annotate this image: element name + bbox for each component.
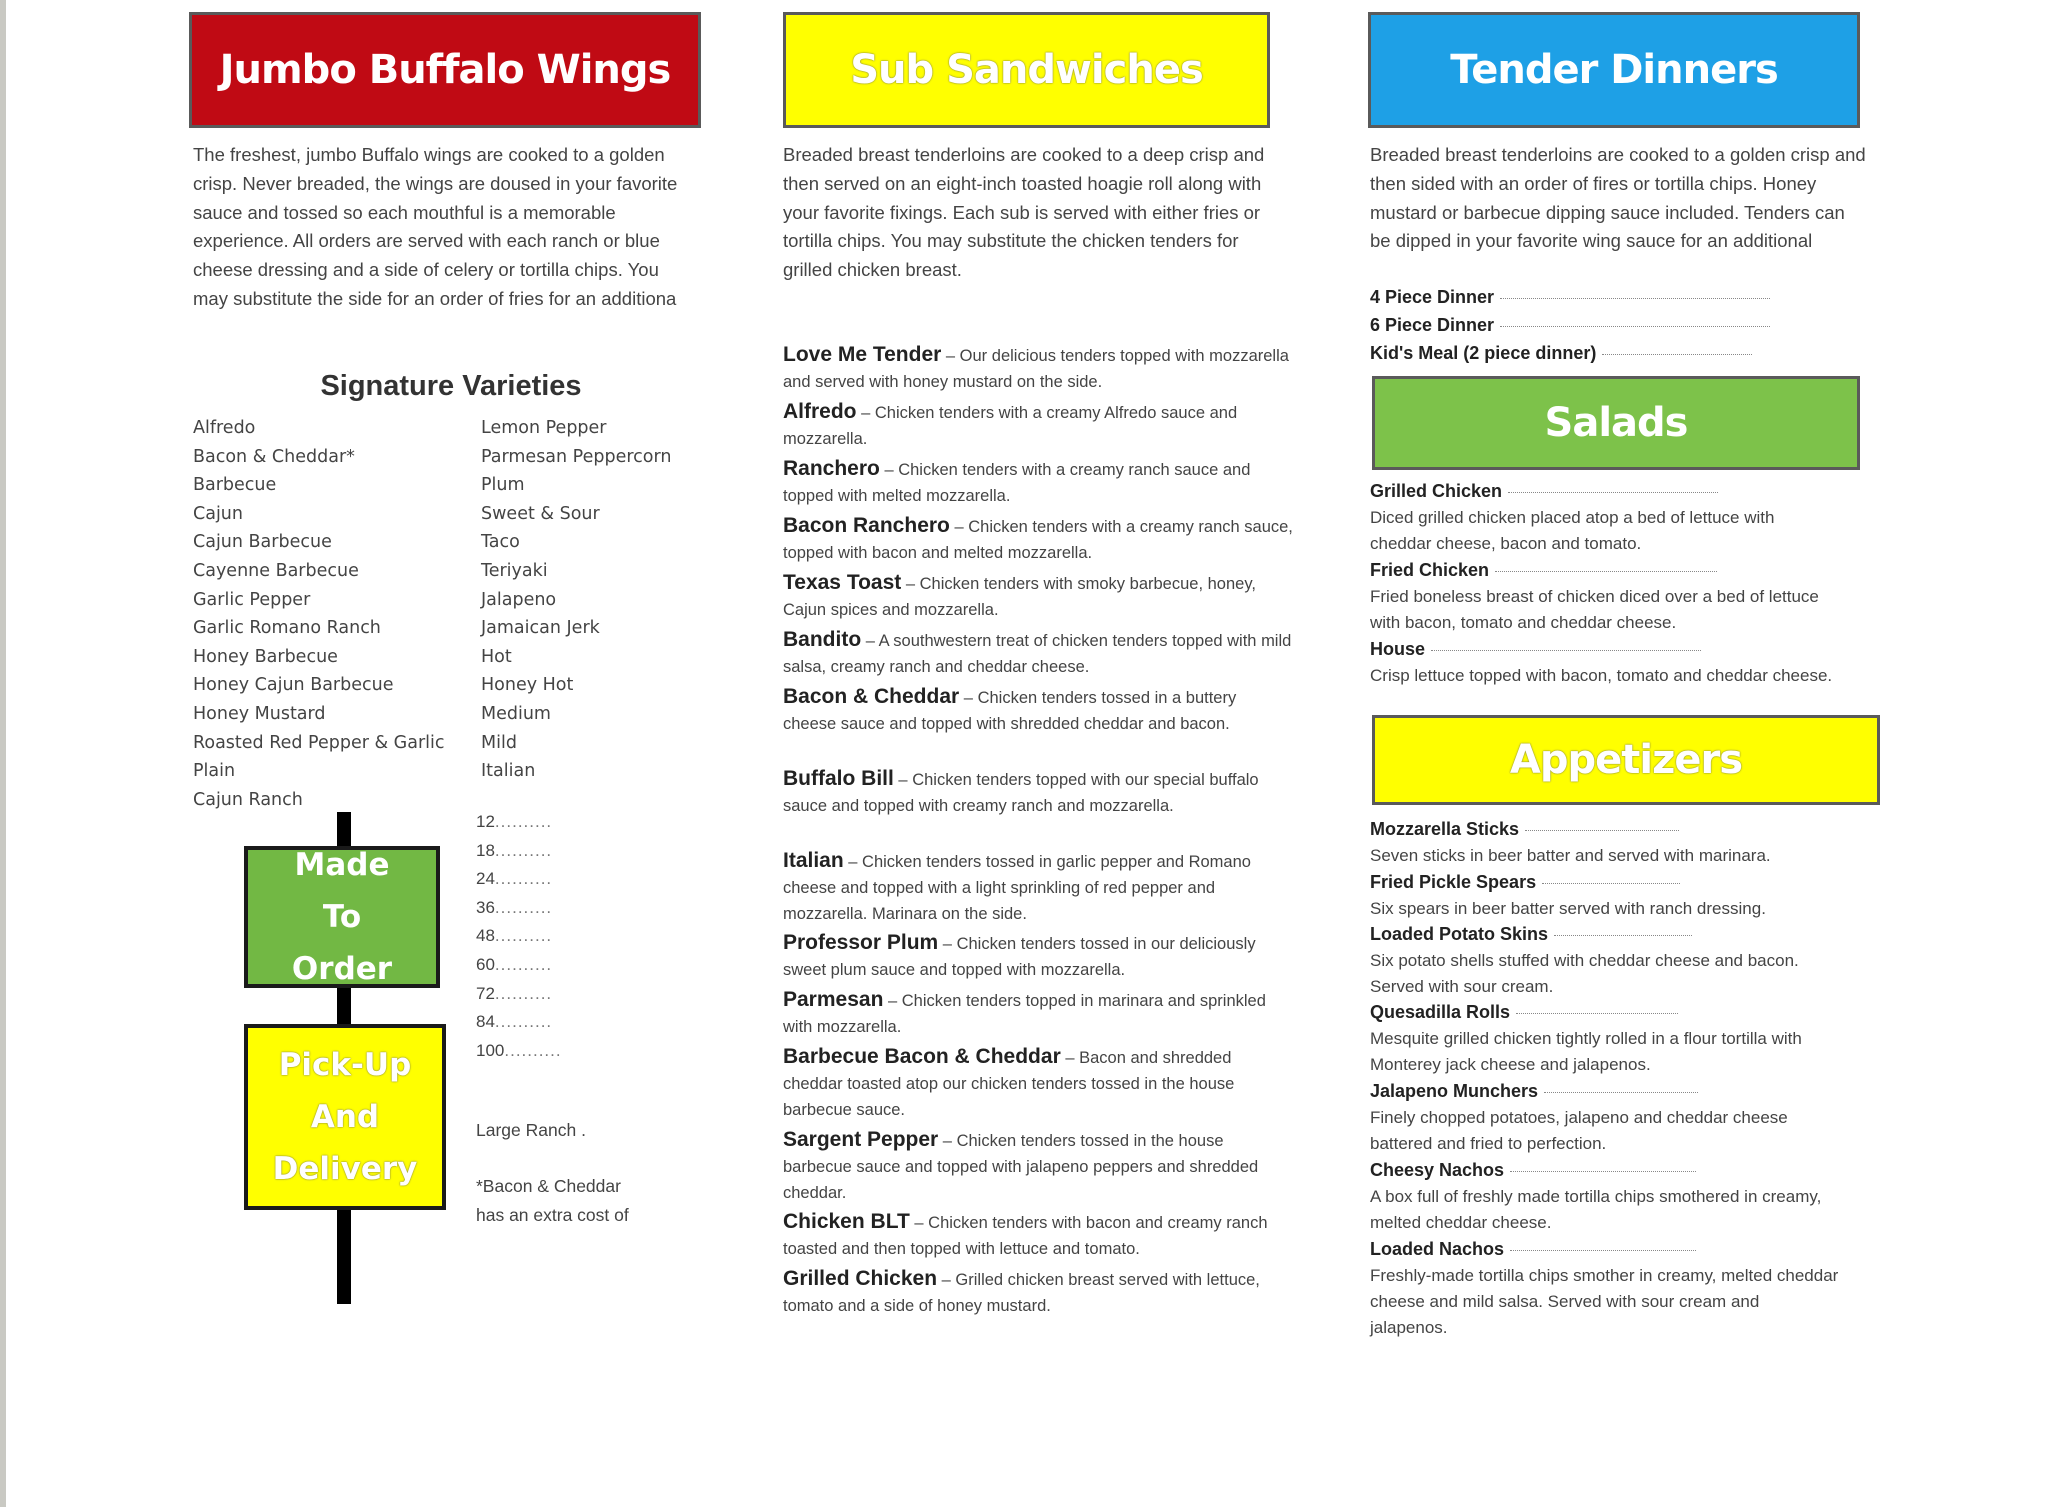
- dot-leader: ..........: [494, 812, 553, 831]
- sub-item-separator: –: [909, 1214, 929, 1232]
- variety-item: Jamaican Jerk: [481, 618, 600, 639]
- salad-item-header: [1370, 557, 1840, 584]
- made-to-order-sign: [244, 846, 440, 988]
- sub-item-name: Professor Plum: [783, 931, 939, 954]
- sub-item-description: Chicken tenders with a creamy ranch sauce and topped with melted mozzarella.: [783, 461, 1251, 505]
- variety-item: Honey Cajun Barbecue: [193, 675, 394, 696]
- salad-item: [1370, 636, 1840, 689]
- pickup-delivery-line-3: Delivery: [272, 1151, 418, 1187]
- appetizer-item: [1370, 1078, 1840, 1157]
- sub-item-name: Barbecue Bacon & Cheddar: [783, 1045, 1061, 1068]
- variety-item: Italian: [481, 761, 536, 782]
- sub-item-name: Love Me Tender: [783, 343, 942, 366]
- appetizer-item-header: [1370, 1236, 1840, 1263]
- sub-item-name: Parmesan: [783, 988, 884, 1011]
- dot-leader: [1431, 650, 1701, 651]
- variety-item: Parmesan Peppercorn: [481, 446, 672, 467]
- sub-item: [783, 766, 1293, 819]
- variety-item: Roasted Red Pepper & Garlic: [193, 732, 445, 753]
- sub-item: [783, 930, 1293, 983]
- sub-item-description: Our delicious tenders topped with mozzarella and served with honey mustard on the side.: [783, 347, 1289, 391]
- sub-item-description: Bacon and shredded cheddar toasted atop our chicken tenders tossed in the house barbecue sauce.: [783, 1049, 1235, 1119]
- tenders-title: Tender Dinners: [1450, 47, 1778, 93]
- appetizer-item-header: [1370, 816, 1840, 843]
- wing-count: 12: [476, 812, 495, 831]
- sign-pole-middle: [337, 988, 351, 1024]
- dot-leader: [1602, 354, 1752, 355]
- variety-item: Garlic Romano Ranch: [193, 618, 381, 639]
- dot-leader: [1510, 1171, 1696, 1172]
- dot-leader: [1516, 1013, 1678, 1014]
- variety-item: Hot: [481, 646, 512, 667]
- dot-leader: [1500, 326, 1770, 327]
- variety-item: Cayenne Barbecue: [193, 560, 359, 581]
- sub-item-description: Chicken tenders with a creamy ranch sauce, topped with bacon and melted mozzarella.: [783, 518, 1293, 562]
- sub-item-separator: –: [901, 575, 920, 593]
- bacon-cheddar-footnote-1: *Bacon & Cheddar: [476, 1176, 621, 1196]
- dot-leader: [1542, 883, 1680, 884]
- sub-item: [783, 627, 1293, 680]
- appetizer-item: [1370, 1157, 1840, 1236]
- wing-count-row: [476, 894, 596, 923]
- sub-item-description: Chicken tenders with bacon and creamy ranch toasted and then topped with lettuce and tomato.: [783, 1214, 1268, 1258]
- appetizer-item: [1370, 869, 1840, 922]
- varieties-list-right: [481, 414, 721, 786]
- sign-pole-bottom: [337, 1210, 351, 1304]
- sub-item: [783, 1209, 1293, 1262]
- sub-item: [783, 342, 1293, 395]
- sub-item-name: Italian: [783, 849, 844, 872]
- dot-leader: [1544, 1092, 1698, 1093]
- tender-option: [1370, 340, 1840, 367]
- appetizer-item: [1370, 1236, 1840, 1341]
- sub-item-description: Chicken tenders tossed in the house barbecue sauce and topped with jalapeno peppers and shredded cheddar.: [783, 1132, 1259, 1202]
- wing-count-row: [476, 837, 596, 866]
- tender-option: [1370, 284, 1840, 311]
- wing-count-list: [476, 808, 596, 1065]
- wing-count: 100: [476, 1040, 505, 1060]
- sub-item-name: Chicken BLT: [783, 1210, 910, 1233]
- appetizer-item-header: [1370, 869, 1840, 896]
- variety-item: Honey Hot: [481, 675, 574, 696]
- variety-item: Plain: [193, 761, 236, 782]
- dot-leader: ..........: [504, 1040, 562, 1060]
- appetizer-item-name: Fried Pickle Spears: [1370, 872, 1537, 892]
- bacon-cheddar-footnote-2: has an extra cost of: [476, 1205, 629, 1225]
- sub-item-separator: –: [941, 347, 960, 365]
- variety-item: Mild: [481, 732, 517, 753]
- wings-title: Jumbo Buffalo Wings: [219, 47, 671, 93]
- dot-leader: ..........: [494, 954, 553, 974]
- salad-item-description: Crisp lettuce topped with bacon, tomato and cheddar cheese.: [1370, 666, 1833, 685]
- variety-item: Garlic Pepper: [193, 589, 311, 610]
- pickup-delivery-line-1: Pick-Up: [278, 1047, 412, 1083]
- sub-item-separator: –: [938, 935, 957, 953]
- dot-leader: ..........: [494, 926, 553, 946]
- appetizer-item: [1370, 921, 1840, 1000]
- sub-item: [783, 848, 1293, 927]
- appetizer-item-description: Mesquite grilled chicken tightly rolled in a flour tortilla with Monterey jack cheese and jalapenos.: [1370, 1029, 1802, 1074]
- appetizer-item-description: Seven sticks in beer batter and served with marinara.: [1370, 846, 1771, 865]
- appetizer-item-description: Six spears in beer batter served with ranch dressing.: [1370, 899, 1766, 918]
- dot-leader: [1554, 935, 1692, 936]
- menu-page: [6, 0, 2048, 1507]
- sub-item: [783, 570, 1293, 623]
- sub-item: [783, 1266, 1293, 1319]
- variety-item: Honey Barbecue: [193, 646, 338, 667]
- dot-leader: [1500, 298, 1770, 299]
- dot-leader: [1495, 571, 1717, 572]
- wing-count-row: [476, 1037, 596, 1066]
- made-to-order-line-3: Order: [291, 951, 393, 987]
- sub-item: [783, 513, 1293, 566]
- subs-banner: [783, 12, 1270, 128]
- appetizer-item-description: Freshly-made tortilla chips smother in creamy, melted cheddar cheese and mild salsa. Served with sour cream and jalapenos.: [1370, 1266, 1839, 1337]
- appetizer-item-header: [1370, 1078, 1840, 1105]
- dot-leader: ..........: [494, 840, 553, 860]
- wing-count-row: [476, 951, 596, 980]
- dot-leader: [1510, 1250, 1696, 1251]
- pickup-delivery-line-2: And: [310, 1099, 380, 1135]
- subs-description: Breaded breast tenderloins are cooked to a deep crisp and then served on an eight-inch toasted hoagie roll along with your favorite fixings. Each sub is served with either fries or tortilla chips. You may substitute the chicken tenders for grilled chicken breast.: [783, 144, 1265, 281]
- wing-count-row: [476, 808, 596, 837]
- appetizer-item-header: [1370, 999, 1840, 1026]
- made-to-order-line-2: To: [322, 899, 362, 935]
- salads-title: Salads: [1544, 400, 1688, 446]
- appetizer-item-description: A box full of freshly made tortilla chips smothered in creamy, melted cheddar cheese.: [1370, 1187, 1822, 1232]
- wing-count: 48: [476, 926, 495, 946]
- sub-item-separator: –: [861, 632, 879, 650]
- sub-item-separator: –: [843, 853, 863, 871]
- sub-item: [783, 684, 1293, 737]
- dot-leader: [1508, 492, 1718, 493]
- appetizers-title: Appetizers: [1509, 737, 1743, 783]
- variety-item: Cajun Ranch: [193, 789, 303, 810]
- appetizer-item-name: Mozzarella Sticks: [1370, 819, 1520, 839]
- tenders-banner: [1368, 12, 1860, 128]
- sub-item-name: Alfredo: [783, 400, 857, 423]
- made-to-order-line-1: Made: [294, 847, 390, 883]
- variety-item: Cajun: [193, 503, 243, 524]
- sub-item-name: Grilled Chicken: [783, 1267, 938, 1290]
- sub-item-separator: –: [856, 404, 875, 422]
- sub-item-description: Chicken tenders with smoky barbecue, honey, Cajun spices and mozzarella.: [783, 575, 1256, 619]
- sub-item-description: Chicken tenders topped in marinara and sprinkled with mozzarella.: [783, 992, 1266, 1036]
- sub-item-description: A southwestern treat of chicken tenders topped with mild salsa, creamy ranch and cheddar cheese.: [783, 632, 1292, 676]
- sub-item-description: Chicken tenders tossed in a buttery cheese sauce and topped with shredded cheddar and bacon.: [783, 689, 1237, 733]
- sub-item: [783, 987, 1293, 1040]
- appetizers-banner: [1372, 715, 1880, 805]
- sub-item-separator: –: [959, 689, 978, 707]
- wings-description: The freshest, jumbo Buffalo wings are cooked to a golden crisp. Never breaded, the wings are doused in your favorite sauce and tossed so each mouthful is a memorable experience. All orders are served with each ranch or blue cheese dressing and a side of celery or tortilla chips. You may substitute the side for an order of fries for an additiona: [193, 144, 678, 309]
- appetizer-item: [1370, 999, 1840, 1078]
- salad-item-name: House: [1370, 639, 1426, 659]
- variety-item: Jalapeno: [481, 589, 557, 610]
- appetizer-item-name: Loaded Potato Skins: [1370, 924, 1549, 944]
- variety-item: Sweet & Sour: [481, 503, 600, 524]
- sub-item-separator: –: [879, 461, 899, 479]
- salad-item-name: Fried Chicken: [1370, 560, 1490, 580]
- sub-item-description: Grilled chicken breast served with lettuce, tomato and a side of honey mustard.: [783, 1271, 1260, 1315]
- wing-count-row: [476, 865, 596, 894]
- wing-count: 72: [476, 983, 495, 1003]
- appetizer-item-name: Quesadilla Rolls: [1370, 1002, 1511, 1022]
- salad-item-description: Fried boneless breast of chicken diced over a bed of lettuce with bacon, tomato and cheddar cheese.: [1370, 587, 1819, 632]
- wing-count: 18: [476, 840, 495, 860]
- appetizer-item-name: Jalapeno Munchers: [1370, 1081, 1539, 1101]
- sub-item-separator: –: [1060, 1049, 1080, 1067]
- sub-item-separator: –: [937, 1271, 956, 1289]
- variety-item: Bacon & Cheddar*: [193, 446, 355, 467]
- varieties-list-left: [193, 414, 483, 814]
- tender-option: [1370, 312, 1840, 339]
- sub-item-description: Chicken tenders topped with our special buffalo sauce and topped with creamy ranch and mozzarella.: [783, 771, 1259, 815]
- sub-item-name: Texas Toast: [783, 571, 902, 594]
- appetizer-item-header: [1370, 1157, 1840, 1184]
- subs-title: Sub Sandwiches: [850, 47, 1203, 93]
- wings-banner: [189, 12, 701, 128]
- salads-banner: [1372, 376, 1860, 470]
- variety-item: Alfredo: [193, 418, 256, 438]
- variety-item: Lemon Pepper: [481, 418, 607, 438]
- dot-leader: ..........: [494, 869, 553, 889]
- tender-option-name: 6 Piece Dinner: [1370, 315, 1495, 335]
- appetizer-item-description: Finely chopped potatoes, jalapeno and cheddar cheese battered and fried to perfection.: [1370, 1108, 1788, 1153]
- sub-item-separator: –: [883, 992, 902, 1010]
- variety-item: Teriyaki: [481, 560, 548, 581]
- wing-count-row: [476, 980, 596, 1009]
- sub-item-description: Chicken tenders with a creamy Alfredo sauce and mozzarella.: [783, 404, 1238, 448]
- salad-item-header: [1370, 636, 1840, 663]
- appetizer-item-header: [1370, 921, 1840, 948]
- wing-count: 84: [476, 1012, 495, 1032]
- sub-item-name: Bacon & Cheddar: [783, 685, 960, 708]
- wing-count: 60: [476, 954, 495, 974]
- sub-item-name: Bacon Ranchero: [783, 514, 950, 537]
- appetizer-item: [1370, 816, 1840, 869]
- appetizer-item-name: Loaded Nachos: [1370, 1239, 1505, 1259]
- sub-item: [783, 1044, 1293, 1123]
- salad-item-header: [1370, 478, 1840, 505]
- wing-count-row: [476, 1008, 596, 1037]
- sub-item: [783, 399, 1293, 452]
- dot-leader: ..........: [494, 1012, 553, 1032]
- sub-item-name: Buffalo Bill: [783, 767, 894, 790]
- sub-item: [783, 1127, 1293, 1206]
- variety-item: Taco: [481, 532, 520, 553]
- sub-item-separator: –: [949, 518, 969, 536]
- salad-item: [1370, 478, 1840, 557]
- appetizer-item-description: Six potato shells stuffed with cheddar cheese and bacon. Served with sour cream.: [1370, 951, 1799, 996]
- tenders-description: Breaded breast tenderloins are cooked to a golden crisp and then sided with an order of fires or tortilla chips. Honey mustard or barbecue dipping sauce included. Tenders can be dipped in your favorite wing sauce for an additional: [1370, 144, 1866, 252]
- sub-item-description: Chicken tenders tossed in our deliciously sweet plum sauce and topped with mozzarella.: [783, 935, 1256, 979]
- variety-item: Medium: [481, 703, 551, 724]
- salad-item: [1370, 557, 1840, 636]
- pickup-delivery-sign: [244, 1024, 446, 1210]
- wing-count: 24: [476, 869, 495, 889]
- tender-option-name: Kid's Meal (2 piece dinner): [1370, 343, 1597, 363]
- sub-item-name: Ranchero: [783, 457, 880, 480]
- variety-item: Plum: [481, 475, 525, 496]
- wing-count: 36: [476, 897, 495, 917]
- salad-item-name: Grilled Chicken: [1370, 481, 1503, 501]
- salad-item-description: Diced grilled chicken placed atop a bed of lettuce with cheddar cheese, bacon and tomato.: [1370, 508, 1775, 553]
- sub-item-separator: –: [938, 1132, 957, 1150]
- appetizer-item-name: Cheesy Nachos: [1370, 1160, 1505, 1180]
- sub-item-description: Chicken tenders tossed in garlic pepper and Romano cheese and topped with a light sprinkling of red pepper and mozzarella. Marinara on the side.: [783, 853, 1251, 923]
- signature-varieties-title: Signature Varieties: [320, 370, 582, 402]
- variety-item: Cajun Barbecue: [193, 532, 332, 553]
- dot-leader: ..........: [494, 983, 553, 1003]
- dot-leader: ..........: [494, 897, 553, 917]
- sub-item-name: Sargent Pepper: [783, 1128, 939, 1151]
- wing-count-row: [476, 922, 596, 951]
- variety-item: Barbecue: [193, 475, 277, 496]
- sub-item-name: Bandito: [783, 628, 862, 651]
- dot-leader: [1525, 830, 1679, 831]
- sub-item-separator: –: [893, 771, 913, 789]
- variety-item: Honey Mustard: [193, 703, 326, 724]
- tender-option-name: 4 Piece Dinner: [1370, 287, 1495, 307]
- large-ranch-note: Large Ranch .: [476, 1120, 586, 1140]
- sub-item: [783, 456, 1293, 509]
